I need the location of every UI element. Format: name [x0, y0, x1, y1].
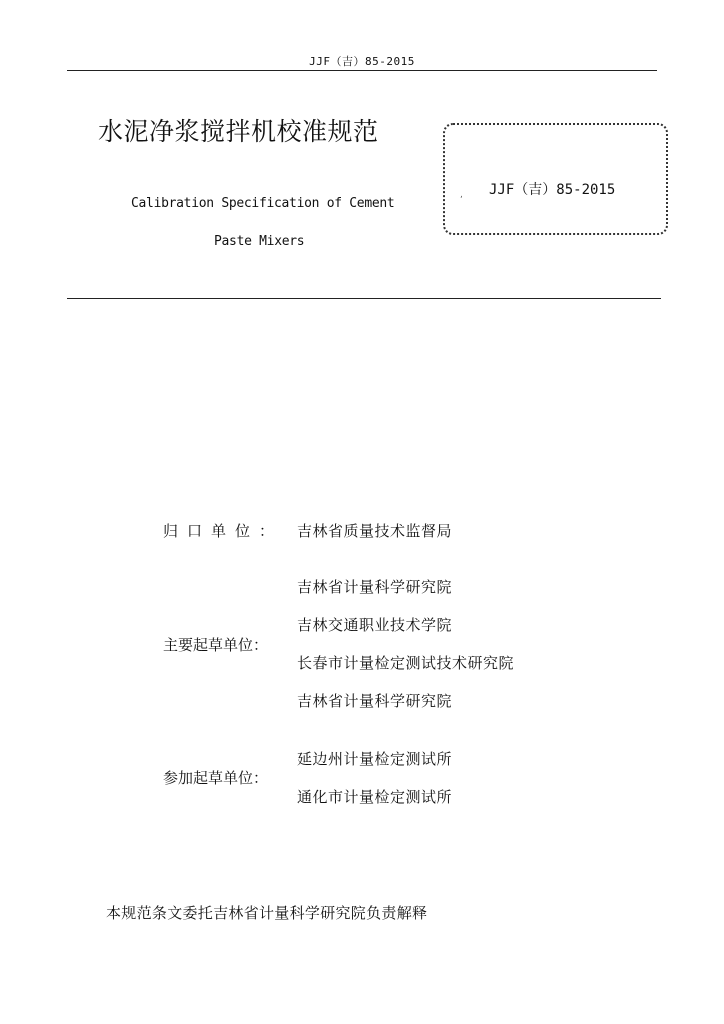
- stamp-code: JJF（吉）85-2015: [489, 182, 616, 198]
- participating-drafting-unit: 通化市计量检定测试所: [297, 788, 453, 806]
- participating-drafting-unit: 延边州计量检定测试所: [297, 750, 453, 768]
- title-english-line1: Calibration Specification of Cement: [131, 196, 395, 211]
- main-drafting-unit: 吉林交通职业技术学院: [297, 616, 453, 634]
- main-drafting-unit: 吉林省计量科学研究院: [297, 578, 453, 596]
- main-drafting-unit: 吉林省计量科学研究院: [297, 692, 453, 710]
- title-english-line2: Paste Mixers: [214, 234, 305, 249]
- responsible-unit-label: 归口单位：: [163, 522, 284, 540]
- header-rule: [67, 70, 657, 71]
- main-drafting-label: 主要起草单位：: [163, 636, 269, 654]
- header-code: JJF（吉）85-2015: [309, 55, 415, 68]
- stamp-mark: ,: [460, 190, 463, 200]
- interpretation-note: 本规范条文委托吉林省计量科学研究院负责解释: [106, 904, 428, 922]
- title-chinese: 水泥净浆搅拌机校准规范: [98, 117, 379, 146]
- responsible-unit-value: 吉林省质量技术监督局: [297, 522, 453, 540]
- main-drafting-unit: 长春市计量检定测试技术研究院: [297, 654, 515, 672]
- participating-drafting-label: 参加起草单位：: [163, 769, 269, 787]
- title-divider-rule: [67, 298, 661, 299]
